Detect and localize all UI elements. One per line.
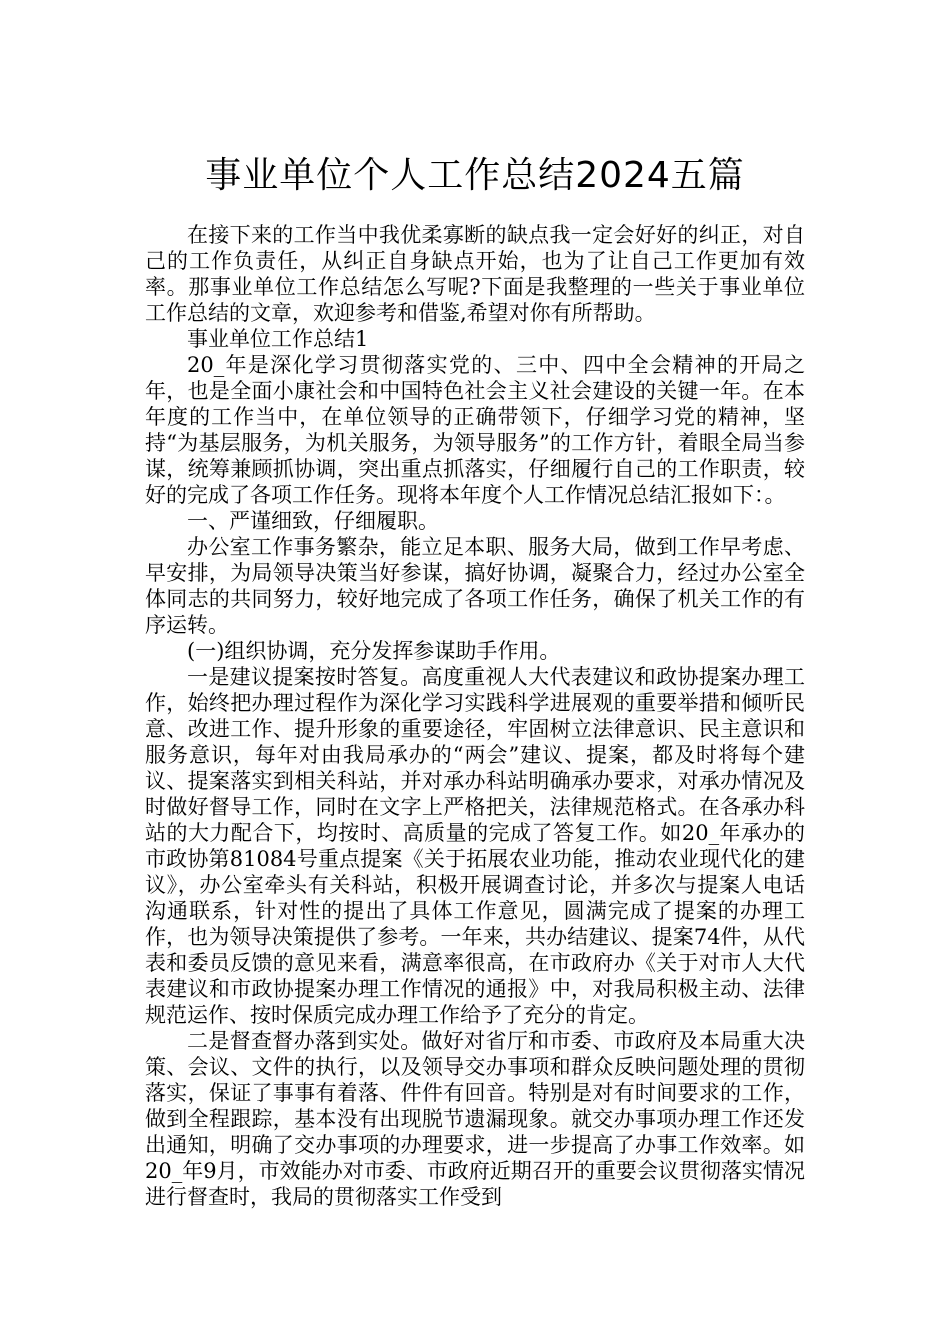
document-title: 事业单位个人工作总结2024五篇 xyxy=(205,155,745,197)
section-heading: 事业单位工作总结1 xyxy=(187,327,369,351)
subsection-heading: 一、严谨细致，仔细履职。 xyxy=(187,509,439,533)
intro-paragraph: 在接下来的工作当中我优柔寡断的缺点我一定会好好的纠正，对自己的工作负责任，从纠正自身缺点开始，也为了让自己工作更加有效率。那事业单位工作总结怎么写呢?下面是我整理的一些关于事业单位工作总结的文章，欢迎参考和借鉴,希望对你有所帮助。 xyxy=(145,223,805,325)
body-paragraph: 20_年是深化学习贯彻落实党的、三中、四中全会精神的开局之年，也是全面小康社会和中国特色社会主义社会建设的关键一年。在本年度的工作当中，在单位领导的正确带领下，仔细学习党的精神，坚持“为基层服务，为机关服务，为领导服务”的工作方针，着眼全局当参谋，统筹兼顾抓协调，突出重点抓落实，仔细履行自己的工作职责，较好的完成了各项工作任务。现将本年度个人工作情况总结汇报如下：。 xyxy=(145,353,805,507)
subsection-heading: (一)组织协调，充分发挥参谋助手作用。 xyxy=(187,639,561,663)
body-paragraph: 二是督查督办落到实处。做好对省厅和市委、市政府及本局重大决策、会议、文件的执行，以及领导交办事项和群众反映问题处理的贯彻落实，保证了事事有着落、件件有回音。特别是对有时间要求的工作，做到全程跟踪，基本没有出现脱节遗漏现象。就交办事项办理工作还发出通知，明确了交办事项的办理要求，进一步提高了办事工作效率。如20_年9月，市效能办对市委、市政府近期召开的重要会议贯彻落实情况进行督查时，我局的贯彻落实工作受到 xyxy=(145,1029,805,1209)
body-paragraph: 一是建议提案按时答复。高度重视人大代表建议和政协提案办理工作，始终把办理过程作为深化学习实践科学进展观的重要举措和倾听民意、改进工作、提升形象的重要途径，牢固树立法律意识、民主意识和服务意识，每年对由我局承办的“两会”建议、提案，都及时将每个建议、提案落实到相关科站，并对承办科站明确承办要求，对承办情况及时做好督导工作，同时在文字上严格把关，法律规范格式。在各承办科站的大力配合下，均按时、高质量的完成了答复工作。如20_年承办的市政协第81084号重点提案《关于拓展农业功能，推动农业现代化的建议》，办公室牵头有关科站，积极开展调查讨论，并多次与提案人电话沟通联系，针对性的提出了具体工作意见，圆满完成了提案的办理工作，也为领导决策提供了参考。一年来，共办结建议、提案74件，从代表和委员反馈的意见来看，满意率很高，在市政府办《关于对市人大代表建议和市政协提案办理工作情况的通报》中，对我局积极主动、法律规范运作、按时保质完成办理工作给予了充分的肯定。 xyxy=(145,665,805,1027)
body-paragraph: 办公室工作事务繁杂，能立足本职、服务大局，做到工作早考虑、早安排，为局领导决策当好参谋，搞好协调，凝聚合力，经过办公室全体同志的共同努力，较好地完成了各项工作任务，确保了机关工作的有序运转。 xyxy=(145,535,805,637)
document-body xyxy=(145,222,805,1210)
